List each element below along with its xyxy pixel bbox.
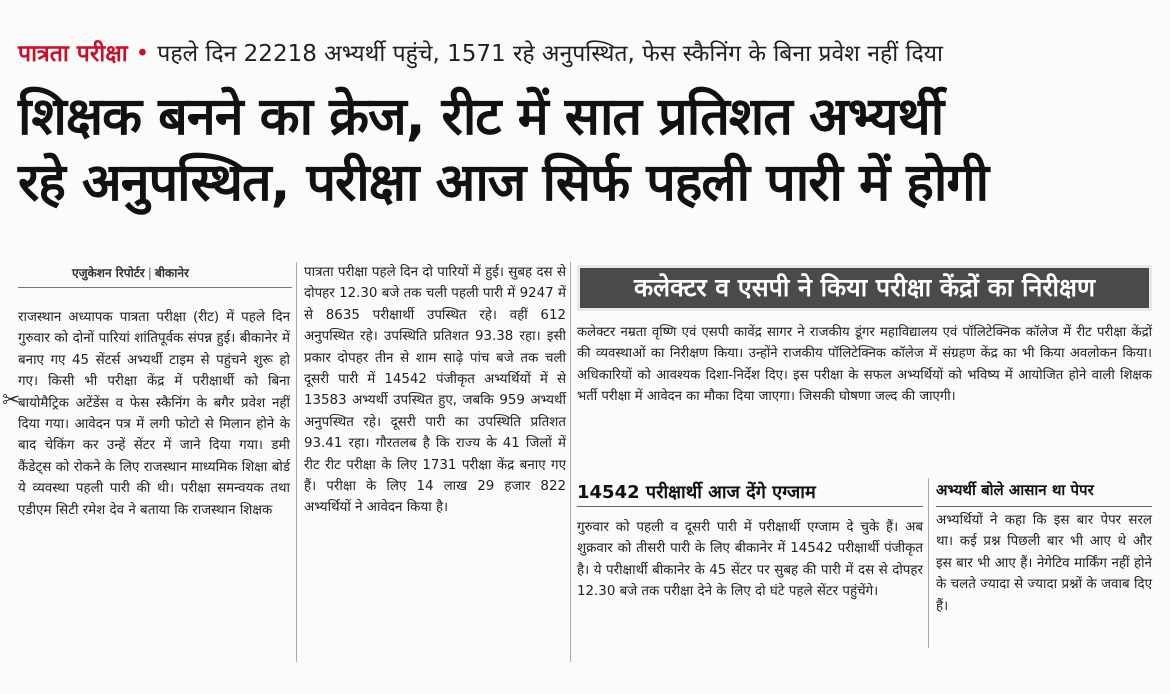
inspection-heading: कलेक्टर व एसपी ने किया परीक्षा केंद्रों का निरीक्षण [577,265,1152,311]
headline-line-1: शिक्षक बनने का क्रेज, रीट में सात प्रतिशत अभ्यर्थी [18,87,944,147]
candidates-body: अभ्यर्थियों ने कहा कि इस बार पेपर सरल था। कई प्रश्न पिछली बार भी आए थे और इस बार भी आए हैं। नेगेटिव मार्किंग नहीं होने के चलते ज्यादा से ज्यादा प्रश्नों के जवाब दिए हैं। [936,513,1152,614]
kicker-category: पात्रता परीक्षा [18,41,128,67]
byline-reporter: एजुकेशन रिपोर्टर [72,266,145,280]
article-column-2: पात्रता परीक्षा पहले दिन दो पारियों में हुई। सुबह दस से दोपहर 12.30 बजे तक चली पहली पारी में 9247 में से 8635 परीक्षार्थी उपस्थित रहे। वहीं 612 अनुपस्थित रहे। उपस्थिति प्रतिशत 93.38 रहा। इसी प्रकार दोपहर तीन से शाम साढ़े पांच बजे तक चली दूसरी पारी में 14542 पंजीकृत अभ्यर्थियों में से 13583 अभ्यर्थी उपस्थित हुए, जबकि 959 अभ्यर्थी अनुपस्थित रहे। दूसरी पारी का उपस्थिति प्रतिशत 93.41 रहा। गौरतलब है कि राज्य के 41 जिलों में रीट रीट परीक्षा के लिए 1731 परीक्षा केंद्र बनाए गए हैं। परीक्षा के लिए 14 लाख 29 हजार 822 अभ्यर्थियों ने आवेदन किया है। [304,265,566,516]
kicker-text: पहले दिन 22218 अभ्यर्थी पहुंचे, 1571 रहे अनुपस्थित, फेस स्कैनिंग के बिना प्रवेश नहीं दिया [157,41,943,67]
candidates-heading: अभ्यर्थी बोले आसान था पेपर [936,481,1094,499]
headline-line-2: रहे अनुपस्थित, परीक्षा आज सिर्फ पहली पारी में होगी [18,153,989,213]
headline [18,84,1158,216]
exam-today-heading: 14542 परीक्षार्थी आज देंगे एग्जाम [577,482,816,503]
byline-separator: | [147,266,153,280]
column-divider-1 [296,262,297,662]
column-divider-2 [570,262,571,662]
column-divider-3 [928,478,929,648]
candidates-rule [936,506,1152,507]
byline-place: बीकानेर [155,266,189,280]
exam-today-rule [577,506,923,507]
kicker-line [18,34,1158,74]
scissor-icon: ✂ [2,388,21,413]
kicker-bullet: • [135,41,150,67]
exam-today-body: गुरुवार को पहली व दूसरी पारी में परीक्षार्थी एग्जाम दे चुके हैं। अब शुक्रवार को तीसरी पारी के लिए बीकानेर में 14542 परीक्षार्थी पंजीकृत है। ये परीक्षार्थी बीकानेर के 45 सेंटर पर सुबह की पारी में दस से दोपहर 12.30 बजे तक परीक्षा देने के लिए दो घंटे पहले सेंटर पहुंचेंगे। [577,520,923,600]
article-column-1: राजस्थान अध्यापक पात्रता परीक्षा (रीट) में पहले दिन गुरुवार को दोनों पारियां शांतिपूर्वक संपन्न हुई। बीकानेर में बनाए गए 45 सेंटर्स अभ्यर्थी टाइम से पहुंचने शुरू हो गए। किसी भी परीक्षा केंद्र में परीक्षार्थी को बिना बायोमैट्रिक अटेंडेंस व फेस स्कैनिंग के बगैर प्रवेश नहीं दिया गया। आवेदन पत्र में लगी फोटो से मिलान होने के बाद चेकिंग कर उन्हें सेंटर में जाने दिया गया। डमी कैंडेट्स को रोकने के लिए राजस्थान माध्यमिक शिक्षा बोर्ड ये व्यवस्था पहली पारी की थी। परीक्षा समन्वयक तथा एडीएम सिटी रमेश देव ने बताया कि राजस्थान शिक्षक [18,310,290,518]
byline [72,264,189,281]
inspection-body: कलेक्टर नम्रता वृष्णि एवं एसपी कावेंद्र सागर ने राजकीय डूंगर महाविद्यालय एवं पॉलिटेक्निक कॉलेज में रीट परीक्षा केंद्रों की व्यवस्थाओं का निरीक्षण किया। उन्होंने राजकीय पॉलिटेक्निक कॉलेज में संग्रहण केंद्र का भी किया अवलोकन किया। अधिकारियों को आवश्यक दिशा-निर्देश दिए। इस परीक्षा के सफल अभ्यर्थियों को भविष्य में आयोजित होने वाली शिक्षक भर्ती परीक्षा में आवेदन का मौका दिया जाएगा। जिसकी घोषणा जल्द की जाएगी। [577,325,1152,405]
byline-divider [18,287,292,288]
